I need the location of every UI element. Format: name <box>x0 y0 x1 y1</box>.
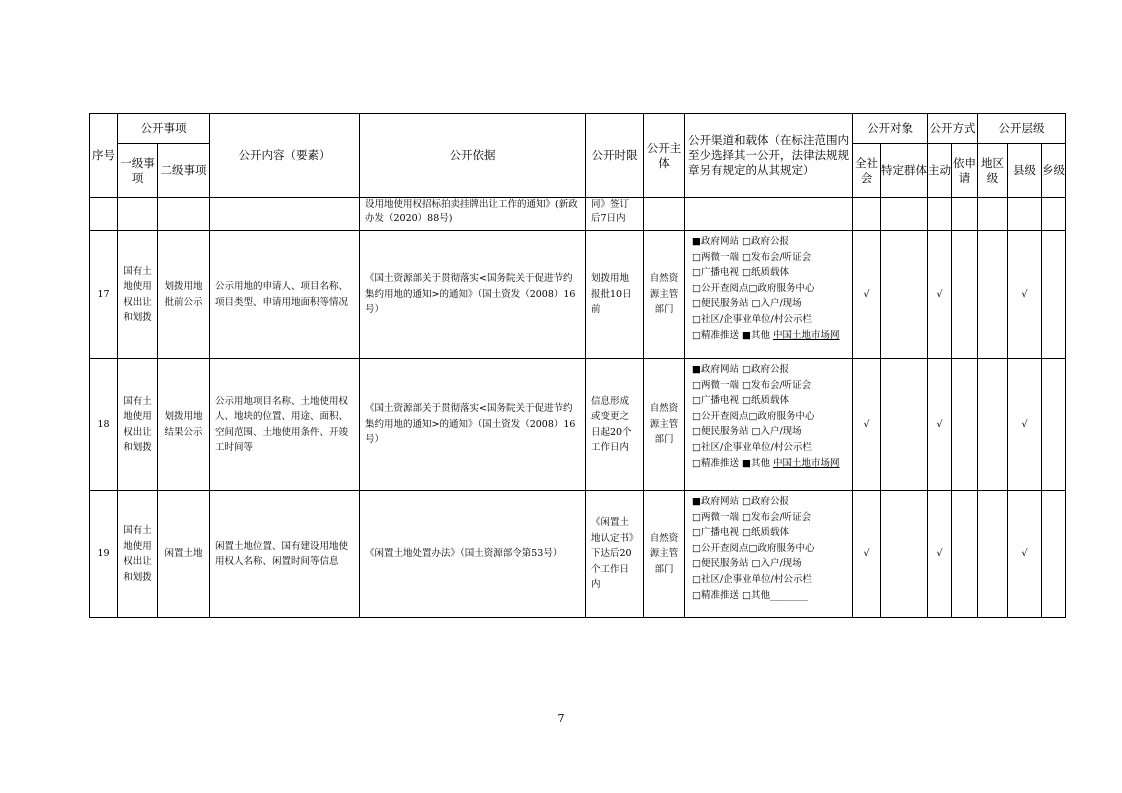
table-row <box>90 491 1066 618</box>
method-request-check <box>952 231 978 359</box>
header-matter: 公开事项 <box>118 114 210 144</box>
channel-last-prefix: □精准推送 □其他 <box>692 589 770 601</box>
layer-region-check <box>978 231 1008 359</box>
header-method-request: 依申请 <box>952 144 978 198</box>
channel-option: □两微一端 □发布会/听证会 <box>692 379 812 391</box>
target-all-check: √ <box>853 359 881 491</box>
channel-option: □两微一端 □发布会/听证会 <box>692 251 812 263</box>
row-level2: 划拨用地结果公示 <box>158 359 210 491</box>
channel-option: □两微一端 □发布会/听证会 <box>692 511 812 523</box>
header-method: 公开方式 <box>928 114 978 144</box>
channel-option: □公开查阅点□政府服务中心 <box>692 282 815 294</box>
header-basis: 公开依据 <box>360 114 586 198</box>
channel-option: □便民服务站 □入户/现场 <box>692 426 802 438</box>
layer-region-check <box>978 491 1008 618</box>
row-basis: 《国土资源部关于贯彻落实<国务院关于促进节约集约用地的通知>的通知》（国土资发（2008）16号） <box>360 359 586 491</box>
channel-option: □社区/企事业单位/村公示栏 <box>692 573 812 585</box>
layer-town-check <box>1042 491 1066 618</box>
row-channels <box>685 231 853 359</box>
method-request-check <box>952 491 978 618</box>
row-number: 17 <box>90 231 118 359</box>
header-time-limit: 公开时限 <box>586 114 644 198</box>
target-all-check: √ <box>853 231 881 359</box>
header-target-all: 全社会 <box>853 144 881 198</box>
row-number: 18 <box>90 359 118 491</box>
row-level2: 划拨用地批前公示 <box>158 231 210 359</box>
layer-county-check: √ <box>1008 231 1042 359</box>
channel-option-last <box>692 456 848 472</box>
channel-option-last <box>692 328 848 344</box>
table-row <box>90 231 1066 359</box>
row-time-limit: 《闲置土地认定书》下达后20个工作日内 <box>586 491 644 618</box>
channel-option: ■政府网站 □政府公报 <box>692 236 789 247</box>
target-all-check: √ <box>853 491 881 618</box>
continuation-basis: 设用地使用权招标拍卖挂牌出让工作的通知》(新政办发（2020）88号) <box>360 198 586 231</box>
header-subject: 公开主体 <box>644 114 685 198</box>
row-basis: 《国土资源部关于贯彻落实<国务院关于促进节约集约用地的通知>的通知》（国土资发（2008）16号） <box>360 231 586 359</box>
header-seq: 序号 <box>90 114 118 198</box>
channel-option: □便民服务站 □入户/现场 <box>692 298 802 310</box>
row-channels <box>685 491 853 618</box>
header-layer: 公开层级 <box>978 114 1066 144</box>
layer-county-check: √ <box>1008 491 1042 618</box>
channel-option: □社区/企事业单位/村公示栏 <box>692 313 812 325</box>
channel-option: □广播电视 □纸质载体 <box>692 527 789 539</box>
row-subject: 自然资源主管部门 <box>644 231 685 359</box>
row-subject: 自然资源主管部门 <box>644 359 685 491</box>
target-specific-check <box>881 359 928 491</box>
header-channel: 公开渠道和载体（在标注范围内至少选择其一公开，法律法规规章另有规定的从其规定） <box>685 114 853 198</box>
layer-county-check: √ <box>1008 359 1042 491</box>
disclosure-table <box>89 113 1066 618</box>
header-layer-region: 地区级 <box>978 144 1008 198</box>
channel-option: □社区/企事业单位/村公示栏 <box>692 441 812 453</box>
row-content: 公示用地项目名称、土地使用权人、地块的位置、用途、面积、空间范围、土地使用条件、开竣工时间等 <box>210 359 360 491</box>
channel-option: □广播电视 □纸质载体 <box>692 267 789 279</box>
header-content: 公开内容（要素） <box>210 114 360 198</box>
header-target: 公开对象 <box>853 114 928 144</box>
channel-option: □便民服务站 □入户/现场 <box>692 558 802 570</box>
layer-town-check <box>1042 231 1066 359</box>
channel-other-text: 中国土地市场网 <box>773 329 840 341</box>
row-level1: 国有土地使用权出让和划拨 <box>118 359 158 491</box>
channel-option: ■政府网站 □政府公报 <box>692 496 789 507</box>
row-level2: 闲置土地 <box>158 491 210 618</box>
header-target-specific: 特定群体 <box>881 144 928 198</box>
header-layer-town: 乡级 <box>1042 144 1066 198</box>
channel-other-text: ________ <box>769 589 808 601</box>
channel-last-prefix: □精准推送 ■其他 <box>692 457 770 469</box>
channel-other-text: 中国土地市场网 <box>773 457 840 469</box>
header-method-active: 主动 <box>928 144 952 198</box>
row-number: 19 <box>90 491 118 618</box>
row-time-limit: 划拨用地报批10日前 <box>586 231 644 359</box>
row-time-limit: 信息形成或变更之日起20个工作日内 <box>586 359 644 491</box>
continuation-row <box>90 198 1066 231</box>
method-request-check <box>952 359 978 491</box>
channel-last-prefix: □精准推送 ■其他 <box>692 329 770 341</box>
method-active-check: √ <box>928 491 952 618</box>
continuation-time-limit: 同》签订后7日内 <box>586 198 644 231</box>
header-row-1 <box>90 114 1066 144</box>
channel-option: ■政府网站 □政府公报 <box>692 364 789 375</box>
page-number: 7 <box>557 712 565 725</box>
target-specific-check <box>881 231 928 359</box>
row-basis: 《闲置土地处置办法》（国土资源部令第53号） <box>360 491 586 618</box>
layer-town-check <box>1042 359 1066 491</box>
method-active-check: √ <box>928 359 952 491</box>
row-level1: 国有土地使用权出让和划拨 <box>118 491 158 618</box>
row-channels <box>685 359 853 491</box>
header-level2: 二级事项 <box>158 144 210 198</box>
channel-option-last <box>692 588 848 604</box>
header-layer-county: 县级 <box>1008 144 1042 198</box>
layer-region-check <box>978 359 1008 491</box>
method-active-check: √ <box>928 231 952 359</box>
row-content: 闲置土地位置、国有建设用地使用权人名称、闲置时间等信息 <box>210 491 360 618</box>
header-level1: 一级事项 <box>118 144 158 198</box>
row-level1: 国有土地使用权出让和划拨 <box>118 231 158 359</box>
row-content: 公示用地的申请人、项目名称、项目类型、申请用地面积等情况 <box>210 231 360 359</box>
target-specific-check <box>881 491 928 618</box>
channel-option: □公开查阅点□政府服务中心 <box>692 410 815 422</box>
table-row <box>90 359 1066 491</box>
channel-option: □公开查阅点□政府服务中心 <box>692 542 815 554</box>
channel-option: □广播电视 □纸质载体 <box>692 395 789 407</box>
row-subject: 自然资源主管部门 <box>644 491 685 618</box>
